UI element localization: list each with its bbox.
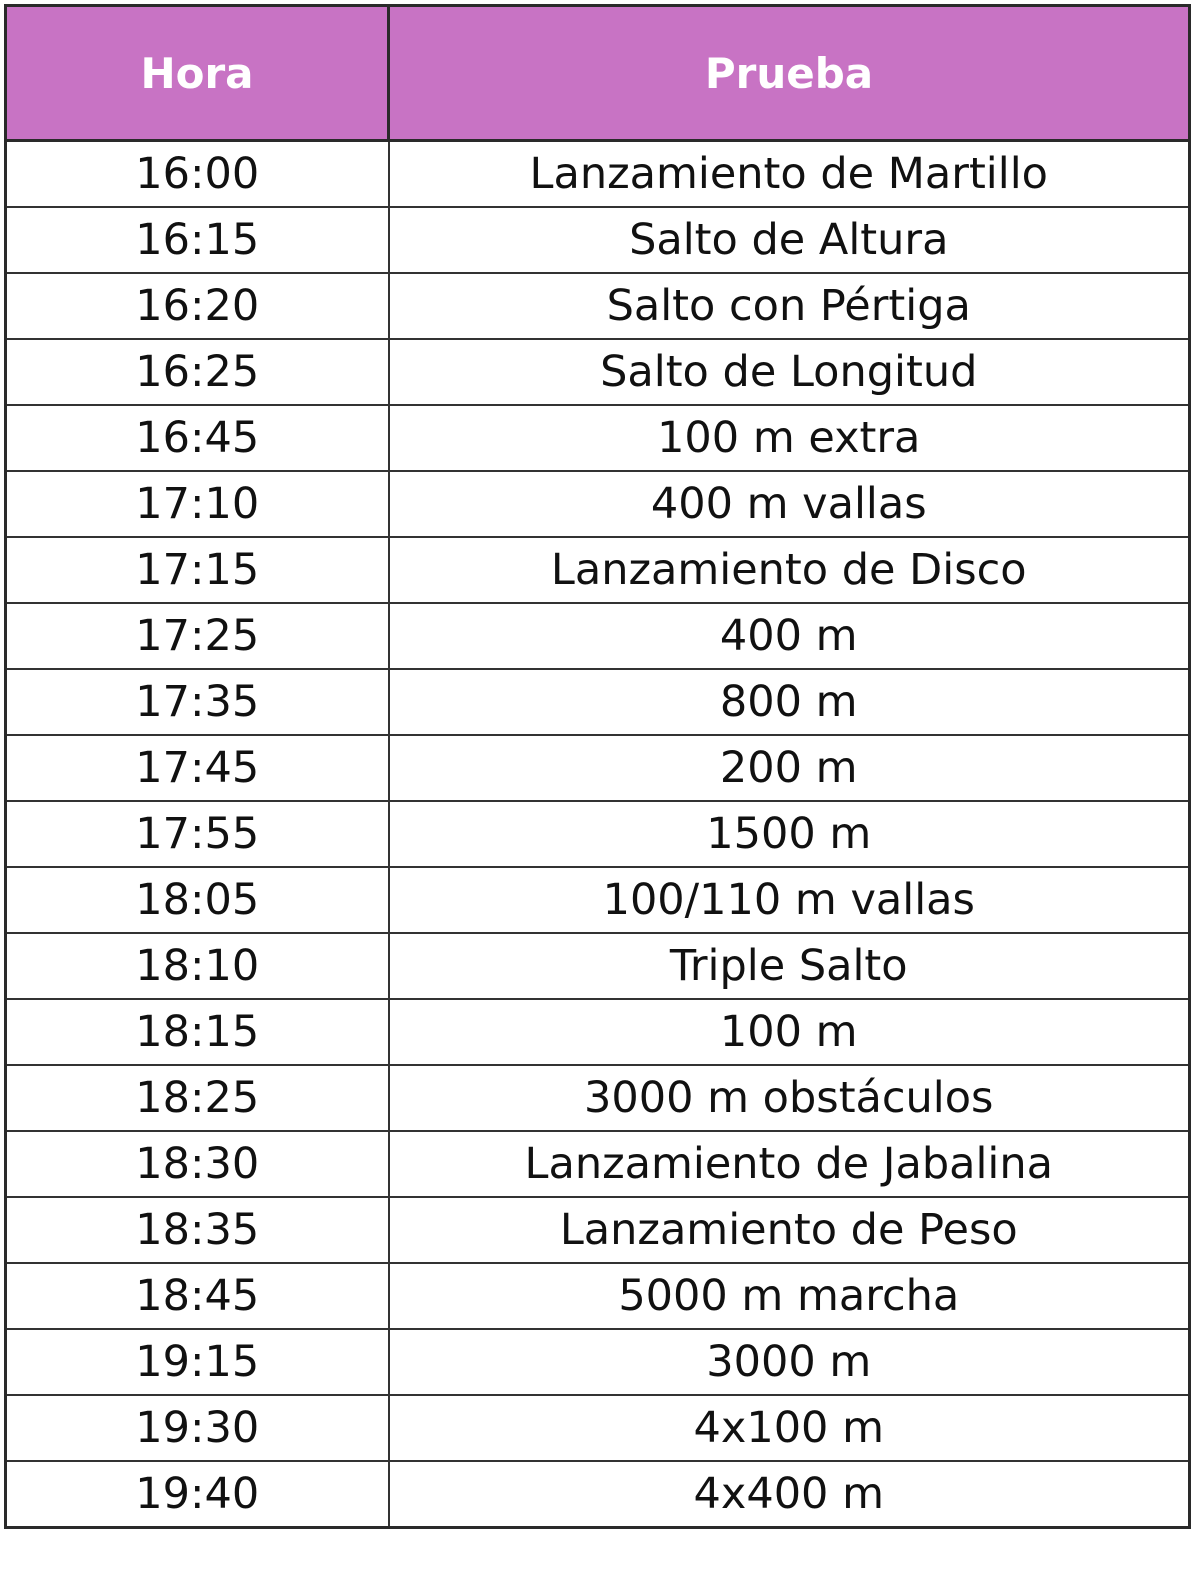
table-row xyxy=(6,801,1190,867)
table-row xyxy=(6,1329,1190,1395)
header-row xyxy=(6,6,1190,141)
table-row xyxy=(6,1065,1190,1131)
cell-hora: 16:00 xyxy=(6,141,389,208)
cell-hora: 18:35 xyxy=(6,1197,389,1263)
cell-prueba: 1500 m xyxy=(389,801,1190,867)
table-row xyxy=(6,207,1190,273)
cell-hora: 18:25 xyxy=(6,1065,389,1131)
header-prueba: Prueba xyxy=(389,6,1190,141)
cell-prueba: 3000 m xyxy=(389,1329,1190,1395)
table-row xyxy=(6,339,1190,405)
cell-prueba: 400 m xyxy=(389,603,1190,669)
cell-hora: 17:10 xyxy=(6,471,389,537)
table-row xyxy=(6,471,1190,537)
table-row xyxy=(6,735,1190,801)
cell-hora: 19:30 xyxy=(6,1395,389,1461)
cell-prueba: 3000 m obstáculos xyxy=(389,1065,1190,1131)
cell-hora: 18:15 xyxy=(6,999,389,1065)
cell-prueba: 800 m xyxy=(389,669,1190,735)
table-row xyxy=(6,669,1190,735)
cell-hora: 17:15 xyxy=(6,537,389,603)
cell-prueba: Salto de Altura xyxy=(389,207,1190,273)
cell-hora: 17:35 xyxy=(6,669,389,735)
cell-hora: 16:20 xyxy=(6,273,389,339)
table-row xyxy=(6,273,1190,339)
cell-hora: 19:40 xyxy=(6,1461,389,1528)
cell-prueba: Lanzamiento de Disco xyxy=(389,537,1190,603)
cell-hora: 18:05 xyxy=(6,867,389,933)
table-row xyxy=(6,999,1190,1065)
table-row xyxy=(6,1395,1190,1461)
cell-hora: 18:45 xyxy=(6,1263,389,1329)
table-row xyxy=(6,141,1190,208)
cell-hora: 16:45 xyxy=(6,405,389,471)
cell-prueba: 100/110 m vallas xyxy=(389,867,1190,933)
cell-hora: 18:30 xyxy=(6,1131,389,1197)
table-header xyxy=(6,6,1190,141)
cell-prueba: 100 m xyxy=(389,999,1190,1065)
cell-hora: 17:25 xyxy=(6,603,389,669)
cell-prueba: Lanzamiento de Peso xyxy=(389,1197,1190,1263)
cell-prueba: 4x100 m xyxy=(389,1395,1190,1461)
table-body xyxy=(6,141,1190,1528)
cell-prueba: 200 m xyxy=(389,735,1190,801)
table-row xyxy=(6,933,1190,999)
cell-prueba: 5000 m marcha xyxy=(389,1263,1190,1329)
cell-prueba: 100 m extra xyxy=(389,405,1190,471)
cell-hora: 16:15 xyxy=(6,207,389,273)
table-row xyxy=(6,603,1190,669)
table-row xyxy=(6,1197,1190,1263)
cell-hora: 19:15 xyxy=(6,1329,389,1395)
cell-prueba: Lanzamiento de Jabalina xyxy=(389,1131,1190,1197)
table-row xyxy=(6,1263,1190,1329)
table-row xyxy=(6,405,1190,471)
cell-hora: 17:45 xyxy=(6,735,389,801)
cell-hora: 16:25 xyxy=(6,339,389,405)
cell-prueba: 4x400 m xyxy=(389,1461,1190,1528)
cell-prueba: Lanzamiento de Martillo xyxy=(389,141,1190,208)
cell-prueba: Salto con Pértiga xyxy=(389,273,1190,339)
table-row xyxy=(6,867,1190,933)
table-row xyxy=(6,1461,1190,1528)
cell-hora: 17:55 xyxy=(6,801,389,867)
table-row xyxy=(6,1131,1190,1197)
cell-prueba: 400 m vallas xyxy=(389,471,1190,537)
table-row xyxy=(6,537,1190,603)
cell-prueba: Salto de Longitud xyxy=(389,339,1190,405)
schedule-table xyxy=(4,4,1191,1529)
cell-prueba: Triple Salto xyxy=(389,933,1190,999)
cell-hora: 18:10 xyxy=(6,933,389,999)
header-hora: Hora xyxy=(6,6,389,141)
